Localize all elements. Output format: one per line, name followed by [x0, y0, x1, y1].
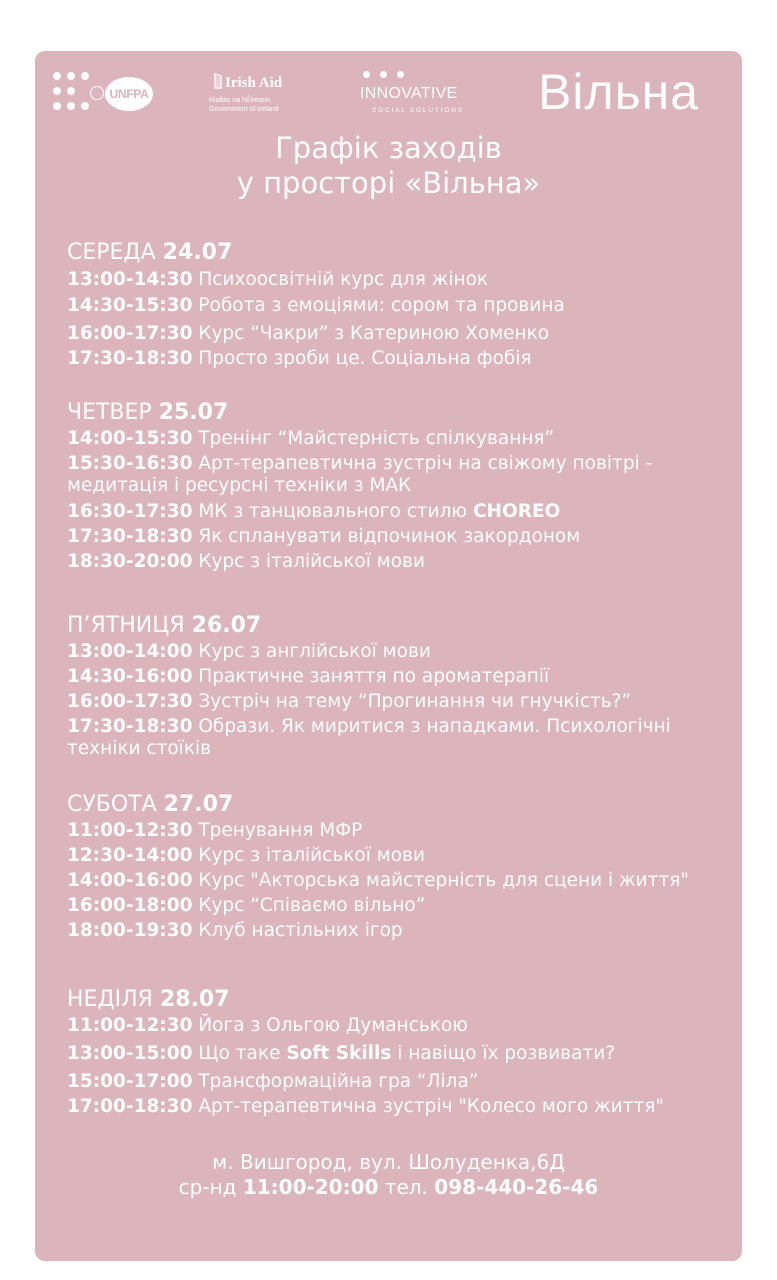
- event-time: 17:30-18:30: [67, 526, 193, 547]
- event-title: Просто зроби це. Соціальна фобія: [198, 348, 532, 369]
- day-date: 28.07: [159, 987, 230, 1012]
- event-item: [67, 267, 727, 292]
- day-name: ЧЕТВЕР: [67, 400, 152, 425]
- event-item: [67, 689, 727, 714]
- event-item: [67, 499, 727, 524]
- event-title: Курс з італійської мови: [198, 551, 425, 572]
- event-title: Курс "Акторська майстерність для сцени і життя": [198, 870, 689, 891]
- event-title: Курс з італійської мови: [198, 845, 425, 866]
- event-item: [67, 293, 727, 318]
- unfpa-logo: [53, 69, 149, 115]
- event-title-continued: техніки стоїків: [67, 738, 212, 759]
- day-section-friday: [67, 613, 727, 760]
- event-item: [67, 1041, 727, 1066]
- day-section-sunday: [67, 987, 727, 1119]
- un-emblem-icon: [90, 86, 104, 100]
- harp-icon: [213, 73, 223, 89]
- event-time: 15:30-16:30: [67, 453, 193, 474]
- phone-label: тел.: [384, 1175, 428, 1199]
- day-name: СЕРЕДА: [67, 240, 156, 265]
- page-title-line1: Графік заходів: [275, 131, 502, 165]
- event-title: МК з танцювального стилю: [198, 501, 468, 522]
- event-time: 18:30-20:00: [67, 551, 193, 572]
- event-item: [67, 346, 727, 371]
- event-title-highlight: CHOREO: [472, 501, 561, 522]
- event-time: 18:00-19:30: [67, 920, 193, 941]
- event-title: Робота з емоціями: сором та провина: [198, 295, 565, 316]
- unfpa-dots-icon: [53, 72, 95, 112]
- event-title: Клуб настільних ігор: [198, 920, 403, 941]
- day-section-thursday: [67, 400, 727, 574]
- event-time: 15:00-17:00: [67, 1071, 193, 1092]
- day-date: 24.07: [162, 240, 233, 265]
- event-time: 16:00-18:00: [67, 895, 193, 916]
- event-title: Арт-терапевтична зустріч "Колесо мого життя": [198, 1096, 664, 1117]
- event-item: [67, 843, 727, 868]
- event-title-after: і навіщо їх розвивати?: [397, 1043, 616, 1064]
- event-time: 14:30-15:30: [67, 295, 193, 316]
- event-time: 17:30-18:30: [67, 348, 193, 369]
- days-label: ср-нд: [178, 1175, 237, 1199]
- event-time: 12:30-14:00: [67, 845, 193, 866]
- event-title-highlight: Soft Skills: [286, 1043, 392, 1064]
- day-date: 25.07: [158, 400, 229, 425]
- event-item: [67, 893, 727, 918]
- event-time: 13:00-14:00: [67, 641, 193, 662]
- address-line: м. Вишгород, вул. Шолуденка,6Д: [212, 1150, 565, 1174]
- event-title-continued: медитація і ресурсні техніки з МАК: [67, 475, 412, 496]
- event-item: [67, 549, 727, 574]
- innovative-logo: [360, 69, 490, 119]
- event-time: 16:30-17:30: [67, 501, 193, 522]
- event-time: 11:00-12:30: [67, 820, 193, 841]
- day-heading: [67, 240, 727, 266]
- hours-line: [35, 1173, 742, 1201]
- event-item: [67, 1013, 727, 1038]
- day-date: 27.07: [163, 792, 234, 817]
- schedule-poster: [35, 51, 742, 1261]
- event-item: [67, 918, 727, 943]
- event-item: [67, 868, 727, 893]
- event-title: Як спланувати відпочинок закордоном: [198, 526, 581, 547]
- event-time: 16:00-17:30: [67, 323, 193, 344]
- event-title: Курс “Співаємо вільно”: [198, 895, 426, 916]
- brand-logo: Вільна: [538, 64, 700, 120]
- phone-number: 098-440-26-46: [434, 1175, 599, 1199]
- event-title: Зустріч на тему “Прогинання чи гнучкість?”: [198, 691, 632, 712]
- event-time: 17:30-18:30: [67, 716, 193, 737]
- day-heading: [67, 792, 727, 818]
- event-item: [67, 1069, 727, 1094]
- event-time: 11:00-12:30: [67, 1015, 193, 1036]
- event-time: 13:00-15:00: [67, 1043, 193, 1064]
- event-item: [67, 321, 727, 346]
- day-section-wednesday: [67, 240, 727, 371]
- day-name: СУБОТА: [67, 792, 157, 817]
- day-heading: [67, 400, 727, 426]
- event-title: Практичне заняття по ароматерапії: [198, 666, 550, 687]
- irish-aid-logo: [209, 71, 303, 121]
- irish-aid-subtitle-en: Government of Ireland: [209, 106, 279, 113]
- event-item: [67, 639, 727, 664]
- irish-aid-subtitle-ga: Rialtas na hÉireann: [209, 97, 271, 104]
- innovative-subtitle: SOCIAL SOLUTIONS: [372, 107, 464, 114]
- day-name: НЕДІЛЯ: [67, 987, 153, 1012]
- innovative-name: INNOVATIVE: [360, 85, 458, 102]
- opening-hours: 11:00-20:00: [242, 1175, 379, 1199]
- event-title: Йога з Ольгою Думанською: [198, 1015, 468, 1036]
- event-title: Курс з англійської мови: [198, 641, 431, 662]
- event-title: Трансформаційна гра “Ліла”: [198, 1071, 479, 1092]
- event-time: 14:00-15:30: [67, 428, 193, 449]
- day-date: 26.07: [191, 613, 262, 638]
- event-title: Арт-терапевтична зустріч на свіжому повітрі -: [198, 453, 653, 474]
- event-title: Що таке: [198, 1043, 281, 1064]
- event-title: Курс “Чакри” з Катериною Хоменко: [198, 323, 550, 344]
- unfpa-logo-text: UNFPA: [105, 77, 153, 111]
- day-heading: [67, 987, 727, 1013]
- irish-aid-name: Irish Aid: [225, 75, 283, 91]
- event-time: 14:00-16:00: [67, 870, 193, 891]
- event-time: 13:00-14:30: [67, 269, 193, 290]
- day-name: П’ЯТНИЦЯ: [67, 613, 185, 638]
- event-item: [67, 1094, 727, 1119]
- event-time: 14:30-16:00: [67, 666, 193, 687]
- event-time: 17:00-18:30: [67, 1096, 193, 1117]
- event-item: [67, 716, 727, 760]
- event-title: Тренінг “Майстерність спілкування”: [198, 428, 555, 449]
- event-title: Психоосвітній курс для жінок: [198, 269, 489, 290]
- event-item: [67, 818, 727, 843]
- event-time: 16:00-17:30: [67, 691, 193, 712]
- event-item: [67, 426, 727, 451]
- event-item: [67, 524, 727, 549]
- page-title-line2: у просторі «Вільна»: [236, 166, 541, 200]
- day-heading: [67, 613, 727, 639]
- day-section-saturday: [67, 792, 727, 943]
- event-item: [67, 664, 727, 689]
- event-title: Образи. Як миритися з нападками. Психологічні: [198, 716, 671, 737]
- event-title: Тренування МФР: [198, 820, 363, 841]
- event-item: [67, 453, 727, 497]
